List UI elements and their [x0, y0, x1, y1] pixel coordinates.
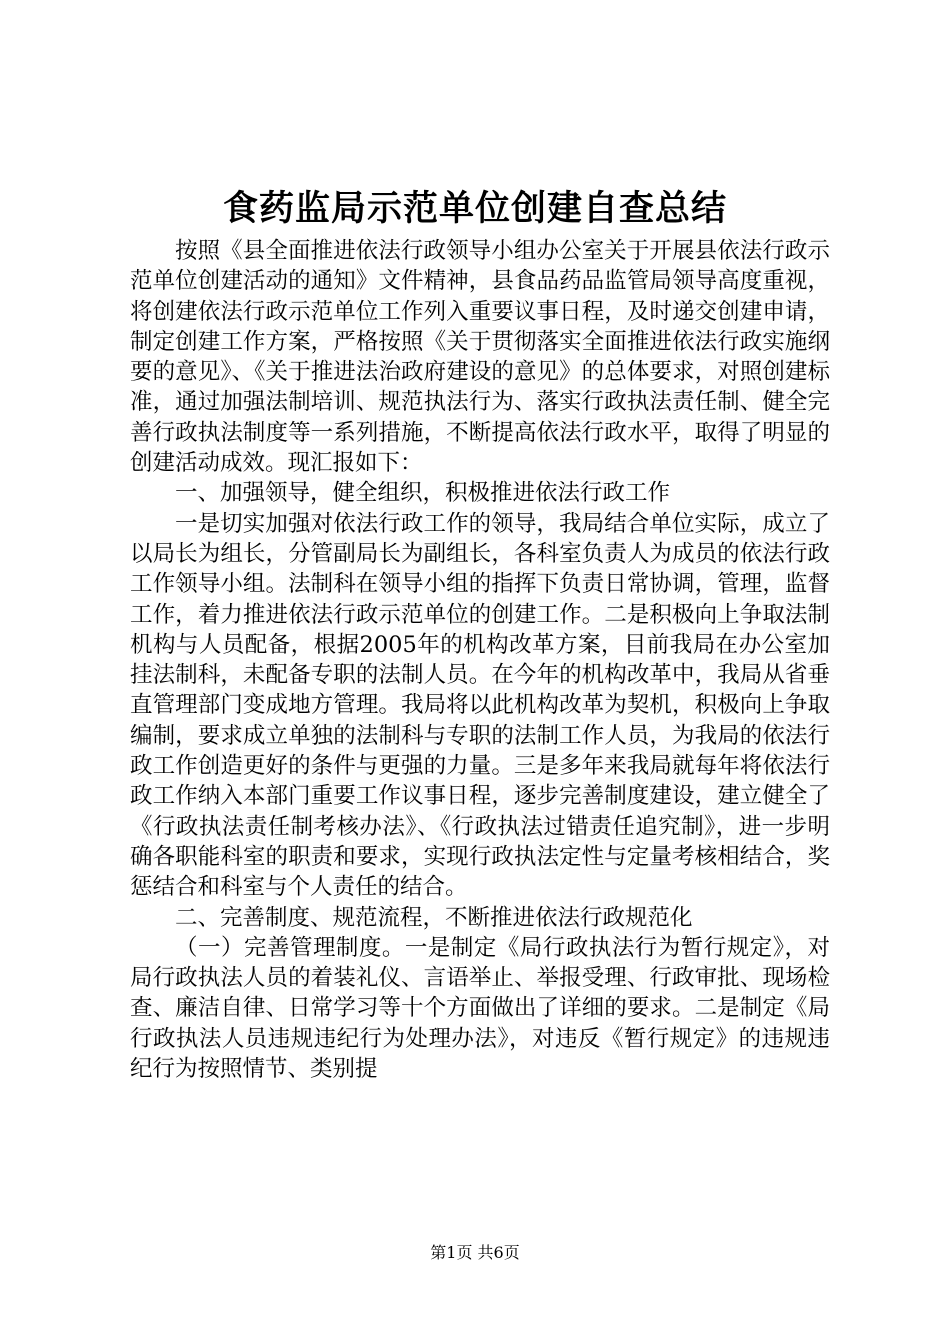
paragraph-intro: 按照《县全面推进依法行政领导小组办公室关于开展县依法行政示范单位创建活动的通知》文件精神，县食品药品监管局领导高度重视，将创建依法行政示范单位工作列入重要议事日程，及时递交创建申请，制定创建工作方案，严格按照《关于贯彻落实全面推进依法行政实施纲要的意见》、《关于推进法治政府建设的意见》的总体要求，对照创建标准，通过加强法制培训、规范执法行为、落实行政执法责任制、健全完善行政执法制度等一系列措施，不断提高依法行政水平，取得了明显的创建活动成效。现汇报如下： — [130, 238, 830, 477]
document-body — [130, 236, 830, 1084]
paragraph-section-2-1: （一）完善管理制度。一是制定《局行政执法行为暂行规定》，对局行政执法人员的着装礼仪、言语举止、举报受理、行政审批、现场检查、廉洁自律、日常学习等十个方面做出了详细的要求。二是制定《局行政执法人员违规违纪行为处理办法》，对违反《暂行规定》的违规违纪行为按照情节、类别提 — [130, 934, 830, 1083]
paragraph-section-1: 一是切实加强对依法行政工作的领导，我局结合单位实际，成立了以局长为组长，分管副局长为副组长，各科室负责人为成员的依法行政工作领导小组。法制科在领导小组的指挥下负责日常协调，管理，监督工作，着力推进依法行政示范单位的创建工作。二是积极向上争取法制机构与人员配备，根据2005年的机构改革方案，目前我局在办公室加挂法制科，未配备专职的法制人员。在今年的机构改革中，我局从省垂直管理部门变成地方管理。我局将以此机构改革为契机，积极向上争取编制，要求成立单独的法制科与专职的法制工作人员，为我局的依法行政工作创造更好的条件与更强的力量。三是多年来我局就每年将依法行政工作纳入本部门重要工作议事日程，逐步完善制度建设，建立健全了《行政执法责任制考核办法》、《行政执法过错责任追究制》，进一步明确各职能科室的职责和要求，实现行政执法定性与定量考核相结合，奖惩结合和科室与个人责任的结合。 — [130, 510, 830, 901]
section-heading-1: 一、加强领导，健全组织，积极推进依法行政工作 — [175, 480, 671, 507]
page-number-footer: 第1页 共6页 — [430, 1243, 520, 1262]
section-heading-2: 二、完善制度、规范流程，不断推进依法行政规范化 — [175, 904, 693, 931]
document-title: 食药监局示范单位创建自查总结 — [222, 188, 727, 229]
